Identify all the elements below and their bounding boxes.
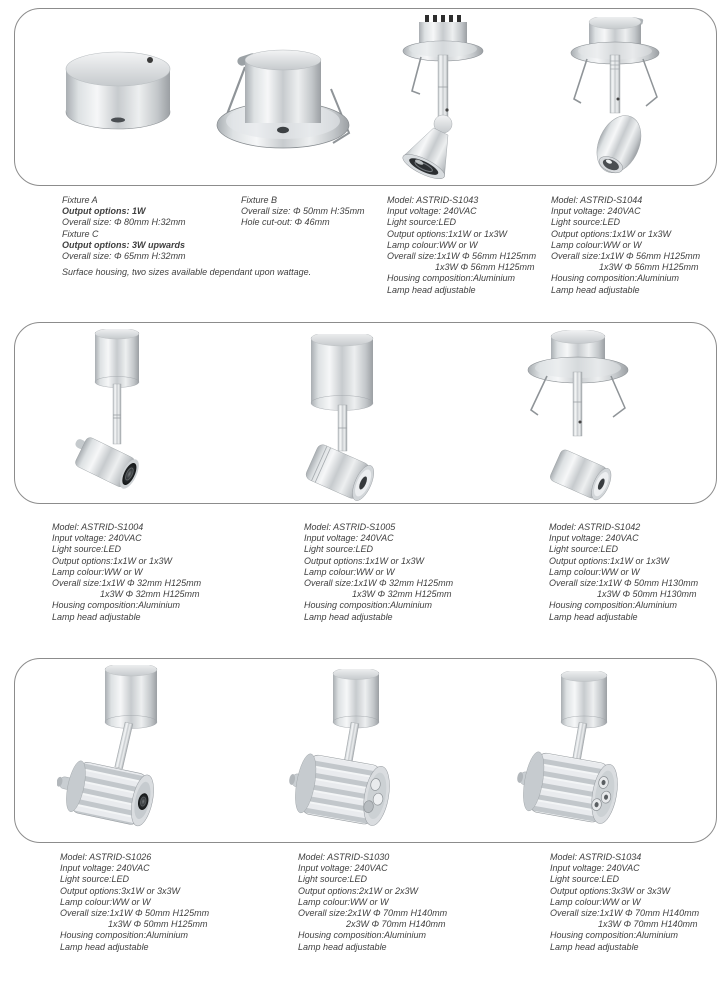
recessed-can-icon [215,47,355,157]
spec-astrid-s1026 [60,852,209,953]
spec-line: Lamp colour:WW or W [298,896,389,907]
spec-astrid-s1044 [551,195,700,296]
spec-line: Housing composition:Aluminium [550,930,679,941]
spec-line: Lamp head adjustable [550,941,639,952]
spec-line: Model: ASTRID-S1005 [304,522,396,532]
spec-line: 1x3W Φ 50mm H125mm [108,919,208,930]
spec-line: Overall size:1x1W Φ 50mm H125mm [60,908,210,919]
spec-line: Lamp colour:WW or W [60,896,151,907]
spec-line: Light source:LED [549,544,619,555]
surface-housing-drum-icon [63,49,173,134]
product-photo-astrid-s1005 [291,334,393,504]
spec-line: Overall size:1x1W Φ 56mm H125mm [551,251,701,262]
spec-line: Overall size: Φ 50mm H:35mm [241,206,365,217]
spec-line: Input voltage: 240VAC [60,863,150,874]
surface-spotlight-large-icon [291,334,393,504]
spec-line: Lamp head adjustable [549,611,638,622]
spec-line: Model: ASTRID-S1043 [387,195,479,205]
product-panel-bottom [14,658,717,843]
spec-astrid-s1005 [304,522,453,623]
spec-line: 1x3W Φ 32mm H125mm [352,589,452,600]
product-panel-top [14,8,717,186]
spec-astrid-s1034 [550,852,699,953]
spec-line: Light source:LED [52,544,122,555]
recessed-spotlight-bell-icon [397,15,489,185]
spec-line: Hole cut-out: Φ 46mm [241,217,330,228]
spec-line: Housing composition:Aluminium [551,273,680,284]
spec-line: Overall size:1x1W Φ 70mm H140mm [550,908,700,919]
spec-line: Output options:1x1W or 1x3W [551,228,672,239]
spec-line: Fixture A [62,195,98,205]
spec-line: 1x3W Φ 56mm H125mm [435,262,535,273]
spec-line: Lamp head adjustable [298,941,387,952]
spec-line: Overall size: Φ 65mm H:32mm [62,251,186,262]
spec-line: Housing composition:Aluminium [304,600,433,611]
product-photo-astrid-s1004 [65,329,157,499]
spec-line: Lamp colour:WW or W [549,566,640,577]
spec-line: Overall size:1x1W Φ 50mm H130mm [549,578,699,589]
spec-line: Light source:LED [387,217,457,228]
product-photo-astrid-s1030 [289,669,409,835]
spec-line: Output options:3x3W or 3x3W [550,885,671,896]
product-photo-astrid-s1043 [397,15,489,185]
product-photo-astrid-s1044 [561,17,665,182]
spec-line: Fixture B [241,195,278,205]
spec-line: Lamp colour:WW or W [387,239,478,250]
spec-line: Input voltage: 240VAC [298,863,388,874]
spec-line: Housing composition:Aluminium [298,930,427,941]
spec-line: Housing composition:Aluminium [60,930,189,941]
spec-line: Output options:1x1W or 1x3W [387,228,508,239]
spec-line: Surface housing, two sizes available dependant upon wattage. [62,267,312,278]
spec-line: Light source:LED [551,217,621,228]
product-photo-fixture-b [215,47,355,157]
spec-line: Output options: 1W [62,206,146,217]
spec-line: Output options:3x1W or 3x3W [60,885,181,896]
spec-line: Lamp colour:WW or W [550,896,641,907]
spec-line: Input voltage: 240VAC [549,533,639,544]
ribbed-spotlight-triple-icon [517,671,637,831]
surface-spotlight-small-icon [65,329,157,499]
spec-line: Output options:2x1W or 2x3W [298,885,419,896]
spec-line: Lamp head adjustable [304,611,393,622]
product-photo-astrid-s1042 [519,330,637,502]
ribbed-spotlight-single-icon [57,665,179,835]
spec-line: Light source:LED [60,874,130,885]
spec-line: Overall size:2x1W Φ 70mm H140mm [298,908,448,919]
spec-line: Overall size:1x1W Φ 32mm H125mm [52,578,202,589]
spec-line: Output options: 3W upwards [62,239,185,250]
spec-line: Model: ASTRID-S1004 [52,522,144,532]
spec-line: Lamp head adjustable [52,611,141,622]
spec-line: Model: ASTRID-S1030 [298,852,390,862]
ribbed-spotlight-double-icon [289,669,409,835]
spec-line: Input voltage: 240VAC [551,206,641,217]
spec-line: Lamp head adjustable [60,941,149,952]
spec-line: 1x3W Φ 70mm H140mm [598,919,698,930]
product-photo-surface-housing [63,49,173,134]
spec-line: Input voltage: 240VAC [304,533,394,544]
spec-line: Input voltage: 240VAC [387,206,477,217]
spec-astrid-s1042 [549,522,698,623]
spec-line: Model: ASTRID-S1034 [550,852,642,862]
spec-line: Input voltage: 240VAC [550,863,640,874]
spec-line: Housing composition:Aluminium [52,600,181,611]
spec-line: 1x3W Φ 50mm H130mm [597,589,697,600]
spec-astrid-s1004 [52,522,201,623]
product-panel-middle [14,322,717,504]
spec-astrid-s1043 [387,195,536,296]
spec-line: Lamp colour:WW or W [52,566,143,577]
spec-line: Output options:1x1W or 1x3W [52,555,173,566]
spec-line: Input voltage: 240VAC [52,533,142,544]
spec-line: Housing composition:Aluminium [549,600,678,611]
spec-line: 2x3W Φ 70mm H140mm [346,919,446,930]
spec-astrid-s1030 [298,852,447,953]
spec-line: 1x3W Φ 32mm H125mm [100,589,200,600]
spec-line: Overall size:1x1W Φ 32mm H125mm [304,578,454,589]
spec-line: Fixture C [62,228,99,239]
spec-line: Lamp head adjustable [387,284,476,295]
spec-line: Lamp colour:WW or W [304,566,395,577]
spec-line: Overall size:1x1W Φ 56mm H125mm [387,251,537,262]
spec-line: Model: ASTRID-S1044 [551,195,643,205]
spec-line: Light source:LED [550,874,620,885]
spec-line: 1x3W Φ 56mm H125mm [599,262,699,273]
spec-line: Overall size: Φ 80mm H:32mm [62,217,186,228]
spec-fixture-b [241,195,365,229]
spec-line: Model: ASTRID-S1026 [60,852,152,862]
spec-line: Lamp head adjustable [551,284,640,295]
spec-line: Model: ASTRID-S1042 [549,522,641,532]
spec-line: Light source:LED [298,874,368,885]
spec-line: Housing composition:Aluminium [387,273,516,284]
product-photo-astrid-s1026 [57,665,179,835]
product-photo-astrid-s1034 [517,671,637,831]
spec-line: Output options:1x1W or 1x3W [304,555,425,566]
recessed-spotlight-egg-icon [561,17,665,182]
spec-line: Output options:1x1W or 1x3W [549,555,670,566]
recessed-spotlight-cylinder-icon [519,330,637,502]
spec-line: Lamp colour:WW or W [551,239,642,250]
spec-line: Light source:LED [304,544,374,555]
